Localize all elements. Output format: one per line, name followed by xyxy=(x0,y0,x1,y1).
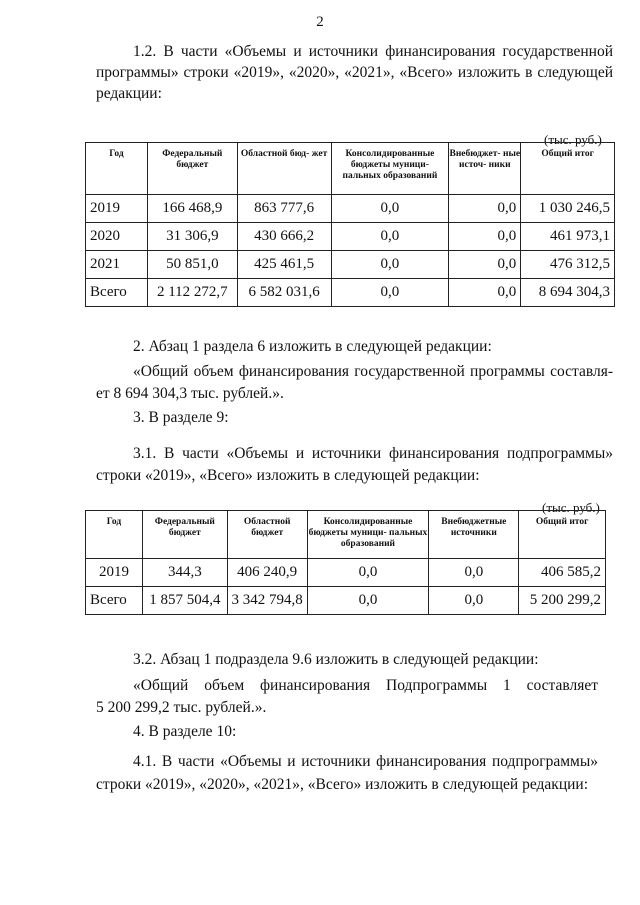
table-cell-year: 2019 xyxy=(86,195,148,223)
table2-header-total: Общий итог xyxy=(519,511,606,559)
table-cell: 2 112 272,7 xyxy=(147,279,237,307)
table-cell: 8 694 304,3 xyxy=(521,279,615,307)
table-cell: 344,3 xyxy=(142,559,227,587)
table1-header-total: Общий итог xyxy=(521,143,615,195)
table-cell: 863 777,6 xyxy=(237,195,331,223)
para-2-quote-line1: «Общий объем финансирования государственной программы составля- xyxy=(133,363,613,380)
table-cell: 425 461,5 xyxy=(237,251,331,279)
table-row xyxy=(86,587,606,615)
table1-header-year: Год xyxy=(86,143,148,195)
table-cell: 3 342 794,8 xyxy=(227,587,307,615)
table-cell: 0,0 xyxy=(307,587,429,615)
para-4-1-line2: строки «2019», «2020», «2021», «Всего» изложить в следующей редакции: xyxy=(96,776,589,793)
table-cell: 406 240,9 xyxy=(227,559,307,587)
table-cell: 476 312,5 xyxy=(521,251,615,279)
para-3: 3. В разделе 9: xyxy=(133,409,229,426)
table-cell: 5 200 299,2 xyxy=(519,587,606,615)
table-cell: 0,0 xyxy=(331,251,449,279)
financing-table-1 xyxy=(85,142,615,307)
table-cell: 0,0 xyxy=(449,251,521,279)
para-1-2-line2: программы» строки «2019», «2020», «2021», «Всего» изложить в следующей xyxy=(96,64,613,81)
table-row xyxy=(86,223,615,251)
table-cell: 0,0 xyxy=(449,279,521,307)
table-cell-year: 2019 xyxy=(86,559,143,587)
table-cell: 0,0 xyxy=(449,223,521,251)
table-cell-year: Всего xyxy=(86,587,143,615)
table1-header-regional: Областной бюд- жет xyxy=(237,143,331,195)
para-3-2: 3.2. Абзац 1 подраздела 9.6 изложить в следующей редакции: xyxy=(133,651,539,668)
table1-header-row xyxy=(86,143,615,195)
table-cell: 0,0 xyxy=(429,587,519,615)
para-3-2-quote-line1: «Общий объем финансирования Подпрограммы 1 составляет xyxy=(133,677,598,694)
table-cell: 406 585,2 xyxy=(519,559,606,587)
table2-header-extrabudget: Внебюджетные источники xyxy=(429,511,519,559)
table-cell-year: 2021 xyxy=(86,251,148,279)
table1-unit: (тыс. руб.) xyxy=(544,132,602,147)
table-cell: 0,0 xyxy=(331,195,449,223)
table-cell: 430 666,2 xyxy=(237,223,331,251)
financing-table-2 xyxy=(85,510,606,615)
table2-header-federal: Федеральный бюджет xyxy=(142,511,227,559)
table-cell: 166 468,9 xyxy=(147,195,237,223)
para-4: 4. В разделе 10: xyxy=(133,723,237,740)
table-row xyxy=(86,195,615,223)
table2-header-row xyxy=(86,511,606,559)
table2-header-year: Год xyxy=(86,511,143,559)
page-number: 2 xyxy=(316,14,324,30)
para-1-2-line1: 1.2. В части «Объемы и источники финансирования государственной xyxy=(133,43,613,60)
table1-header-municipal: Консолидированные бюджеты муници- пальных образований xyxy=(331,143,449,195)
table-cell: 0,0 xyxy=(307,559,429,587)
table-cell: 461 973,1 xyxy=(521,223,615,251)
table-cell-year: Всего xyxy=(86,279,148,307)
para-2: 2. Абзац 1 раздела 6 изложить в следующей редакции: xyxy=(133,338,492,355)
table-row xyxy=(86,559,606,587)
para-2-quote-line2: ет 8 694 304,3 тыс. рублей.». xyxy=(96,385,284,402)
para-3-1-line1: 3.1. В части «Объемы и источники финансирования подпрограммы» xyxy=(133,445,613,462)
para-4-1-line1: 4.1. В части «Объемы и источники финансирования подпрограммы» xyxy=(133,753,598,770)
table-row xyxy=(86,251,615,279)
table2-header-regional: Областной бюджет xyxy=(227,511,307,559)
table-cell: 6 582 031,6 xyxy=(237,279,331,307)
table1-header-extrabudget: Внебюджет- ные источ- ники xyxy=(449,143,521,195)
para-3-2-quote-line2: 5 200 299,2 тыс. рублей.». xyxy=(96,699,267,716)
table-cell: 0,0 xyxy=(449,195,521,223)
para-3-1-line2: строки «2019», «Всего» изложить в следующей редакции: xyxy=(96,467,480,484)
table-cell-year: 2020 xyxy=(86,223,148,251)
table-cell: 1 030 246,5 xyxy=(521,195,615,223)
table2-unit: (тыс. руб.) xyxy=(542,500,600,515)
table1-header-federal: Федеральный бюджет xyxy=(147,143,237,195)
table-cell: 50 851,0 xyxy=(147,251,237,279)
table-row xyxy=(86,279,615,307)
table-cell: 31 306,9 xyxy=(147,223,237,251)
table-cell: 1 857 504,4 xyxy=(142,587,227,615)
table-cell: 0,0 xyxy=(429,559,519,587)
table-cell: 0,0 xyxy=(331,279,449,307)
table2-header-municipal: Консолидированные бюджеты муници- пальных образований xyxy=(307,511,429,559)
para-1-2-line3: редакции: xyxy=(96,85,162,102)
table-cell: 0,0 xyxy=(331,223,449,251)
